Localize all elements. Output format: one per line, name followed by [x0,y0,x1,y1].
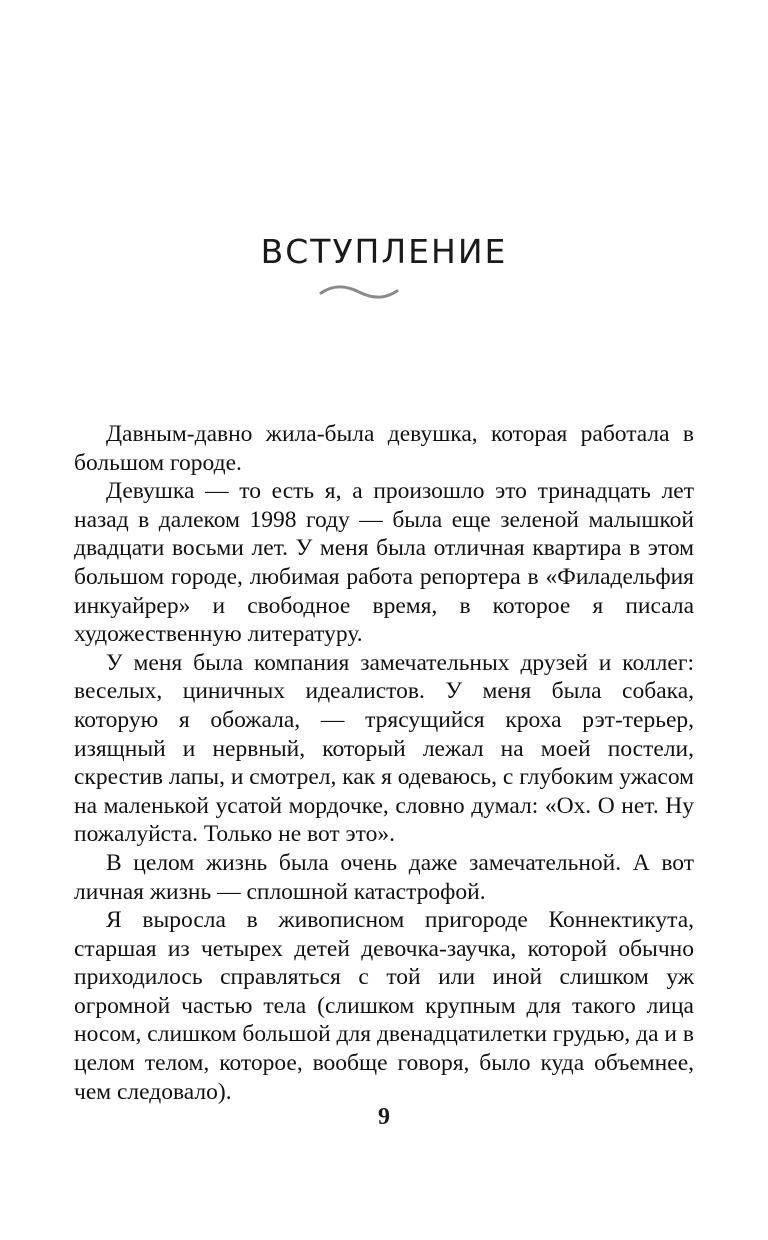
paragraph: В целом жизнь была очень даже замечательной. А вот личная жизнь — сплошной катастрофой. [74,849,694,905]
chapter-title: ВСТУПЛЕНИЕ [260,232,508,271]
paragraph: Я выросла в живописном пригороде Коннектикута, старшая из четырех детей девочка-заучка, которой обычно приходилось справляться с той или иной слишком уж огромной частью тела (слишком крупным для такого лица носом, слишком большой для двенадцатилетки грудью, да и в целом телом, которое, вообще говоря, было куда объемнее, чем следовало). [74,907,694,1105]
wave-ornament-icon [319,282,399,302]
paragraph: У меня была компания замечательных друзей и коллег: веселых, циничных идеалистов. У меня была собака, которую я обожала, — трясущийся кроха рэт-терьер, изящный и нервный, который лежал на моей постели, скрестив лапы, и смотрел, как я одеваюсь, с глубоким ужасом на маленькой усатой мордочке, словно думал: «Ох. О нет. Ну пожалуйста. Только не вот это». [74,649,694,848]
paragraph: Девушка — то есть я, а произошло это тринадцать лет назад в далеком 1998 году — была еще зеленой малышкой двадцати восьми лет. У меня была отличная квартира в этом большом городе, любимая работа репортера в «Филадельфия инкуайрер» и свободное время, в которое я писала художественную литературу. [74,478,694,648]
page-number: 9 [378,1104,390,1130]
body-text [74,420,694,1106]
paragraph: Давным-давно жила-была девушка, которая работала в большом городе. [74,421,694,476]
